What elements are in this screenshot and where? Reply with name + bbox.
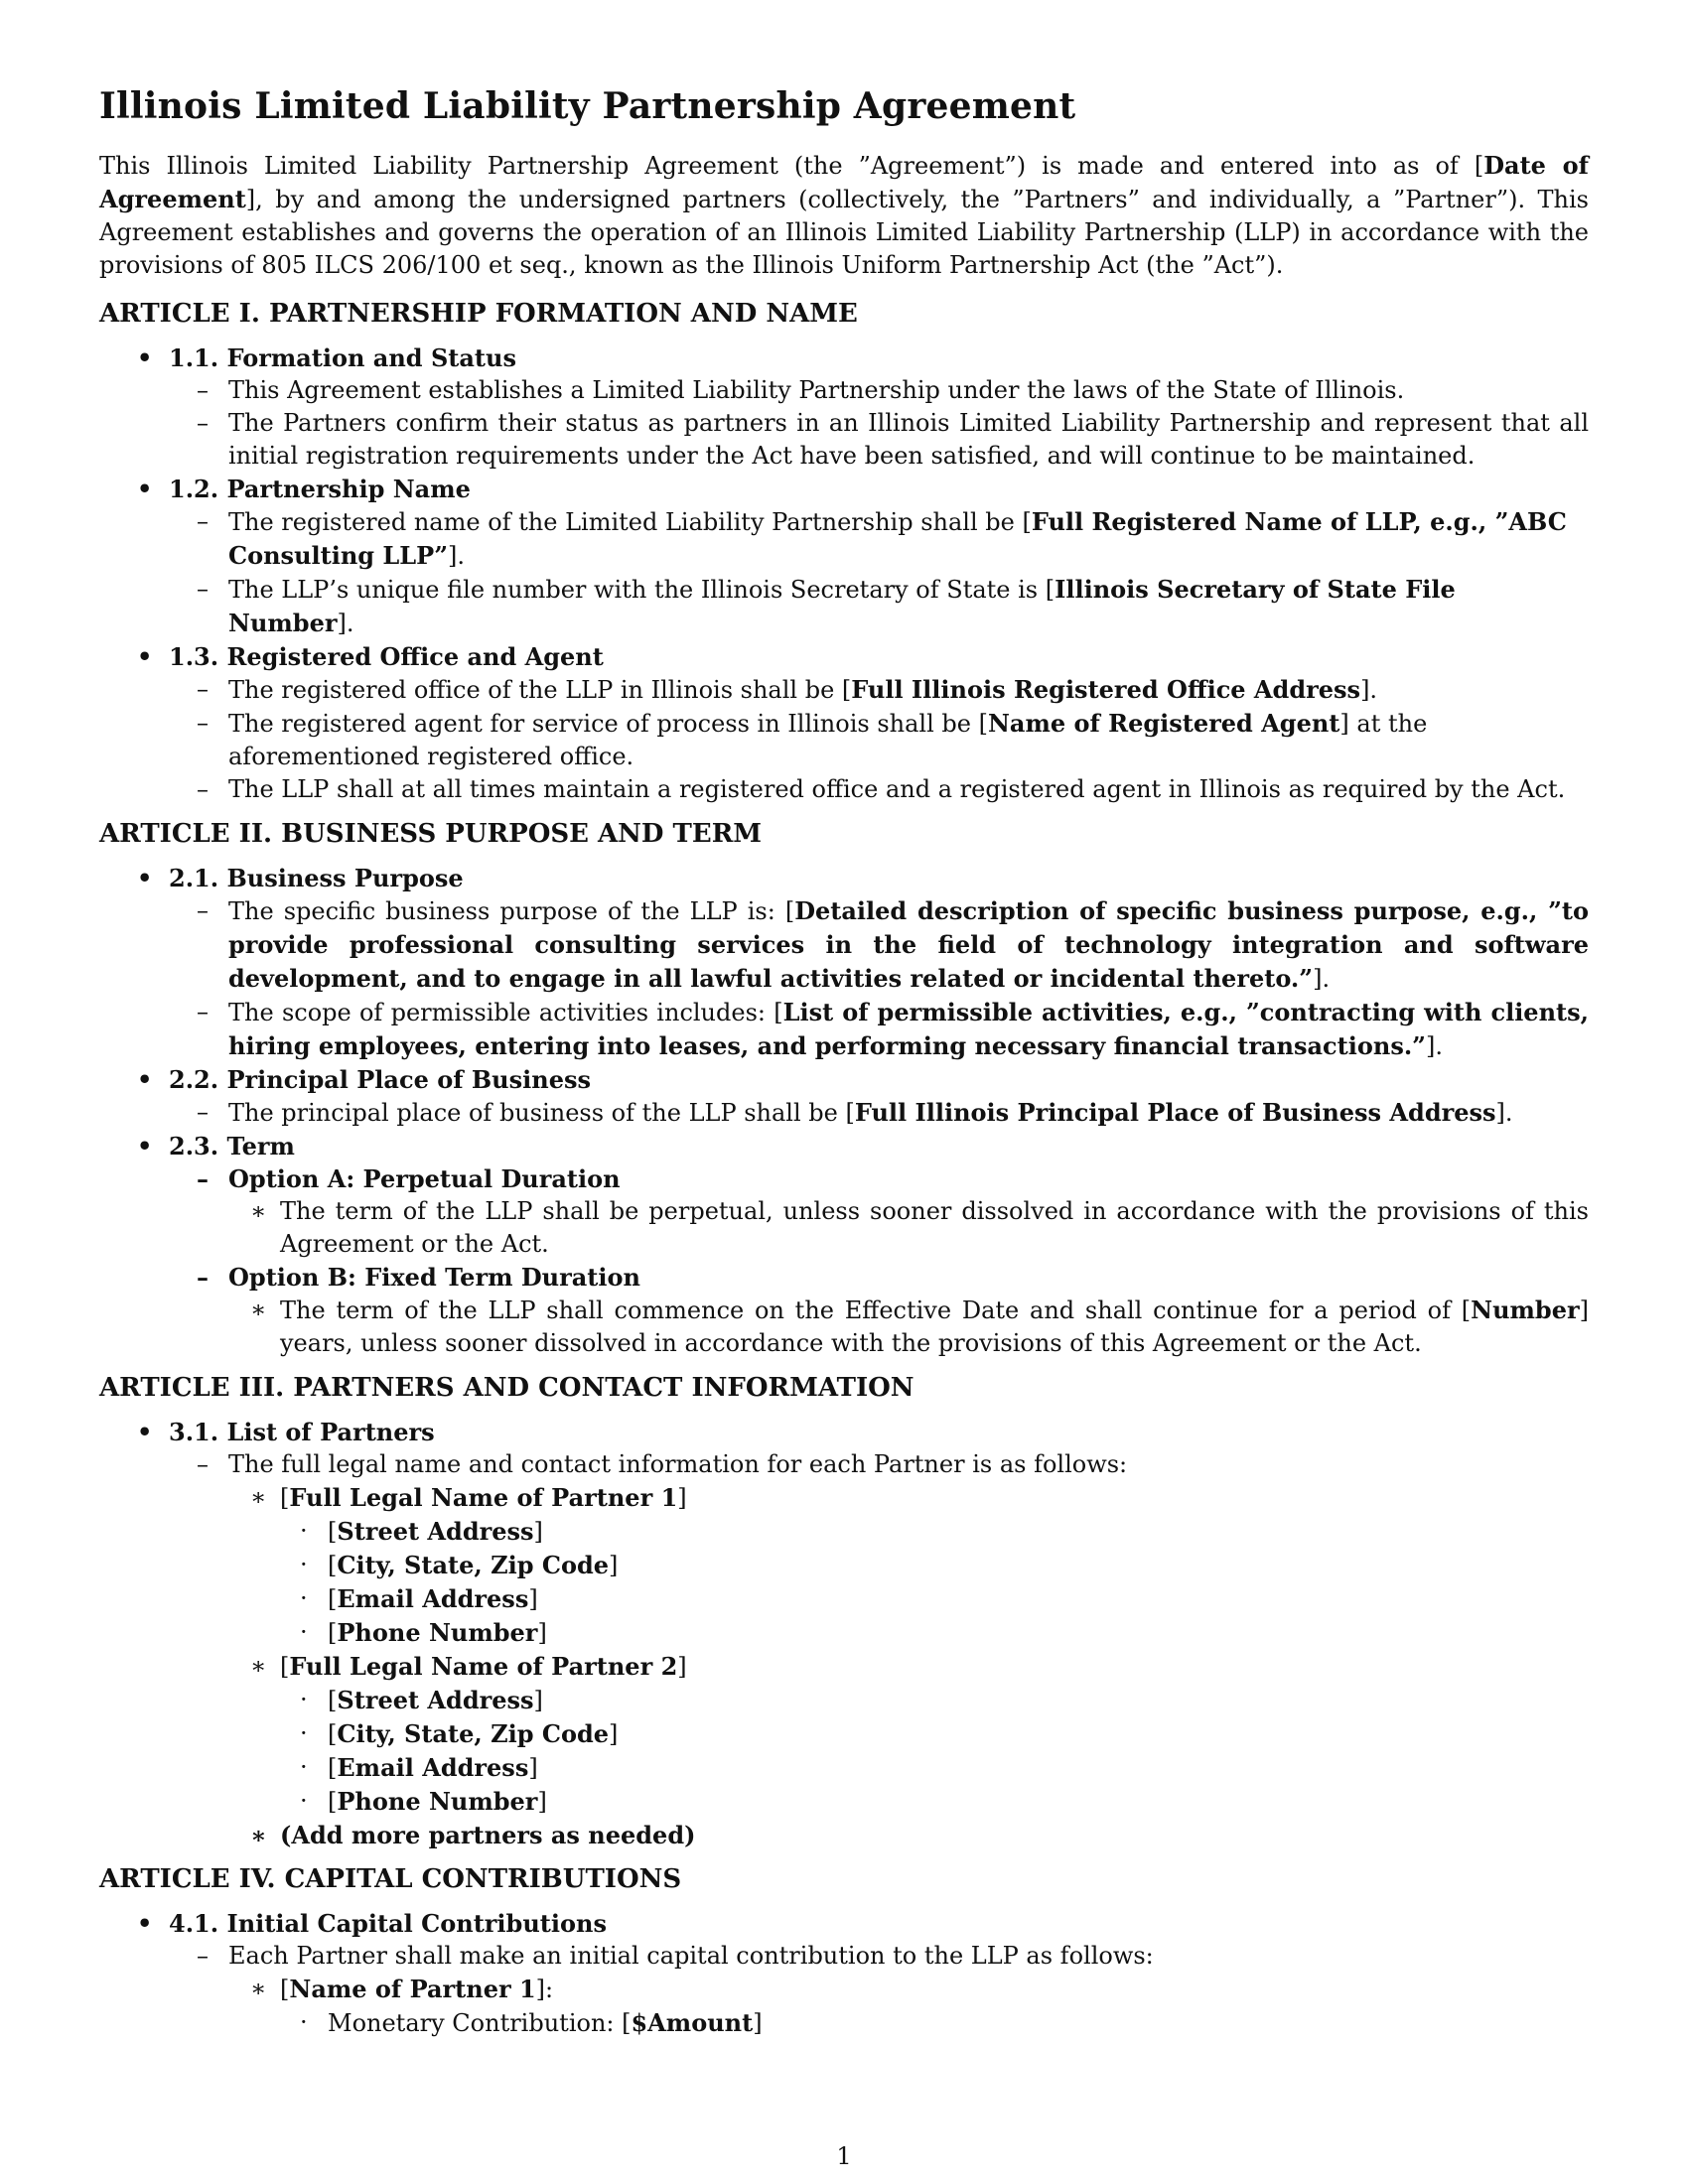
list-item [99,1195,1589,1261]
article-3-list [99,1416,1589,1851]
item-text: ]. [1313,965,1331,993]
dot-marker: · [300,1618,308,1646]
section-1-1-title [99,341,1589,374]
office-address-placeholder: Full Illinois Registered Office Address [851,675,1361,704]
partner-1-name: ∗ [Full Legal Name of Partner 1] [250,1483,687,1512]
item-text: ]. [448,542,466,570]
partner-1-contribution: ∗ [Name of Partner 1]: [250,1975,554,2003]
list-item [99,505,1589,573]
star-marker: ∗ [250,1197,267,1225]
section-1-2-title [99,473,1589,505]
dot-marker: · [300,1753,308,1781]
dot-marker: · [300,1584,308,1612]
star-marker: ∗ [250,1652,267,1680]
date-placeholder: Date of Agreement [99,151,1590,213]
dot-marker: · [300,1551,308,1578]
article-2-heading: ARTICLE II. BUSINESS PURPOSE AND TERM [99,819,763,849]
item-text: (Add more partners as needed) [280,1821,696,1849]
section-1-3-title [99,640,1589,673]
item-text: The principal place of business of the LLP shall be [ [228,1099,855,1127]
star-marker: ∗ [250,1296,267,1323]
list-item: · [City, State, Zip Code] [300,1551,619,1579]
list-item [99,773,1589,806]
item-text: The registered name of the Limited Liability Partnership shall be [ [228,508,1032,536]
dash-marker: – [197,409,209,437]
bullet-marker: • [137,343,153,372]
section-2-3-title [99,1130,1589,1162]
item-text: ]. [1495,1099,1513,1127]
item-text: ] [753,2009,763,2037]
option-title-text: Option B: Fixed Term Duration [228,1263,640,1292]
intro-paragraph [99,149,1589,282]
dash-marker: – [197,1098,209,1126]
email-placeholder: Email Address [337,1584,529,1613]
item-text: The registered office of the LLP in Illinois shall be [ [228,676,852,704]
dash-marker: – [197,1263,209,1292]
principal-address-placeholder: Full Illinois Principal Place of Business Address [854,1098,1496,1127]
page-number: 1 [836,2142,852,2170]
dash-marker: – [197,1450,209,1478]
document-title: Illinois Limited Liability Partnership Agreement [99,85,1076,127]
section-2-1-title [99,862,1589,894]
bullet-marker: • [137,1132,153,1160]
article-1-heading: ARTICLE I. PARTNERSHIP FORMATION AND NAME [99,299,858,329]
dot-marker: · [300,1719,308,1747]
section-title-text: 3.1. List of Partners [169,1418,435,1446]
dash-marker: – [197,675,209,703]
item-text: ]. [1360,676,1378,704]
phone-placeholder: Phone Number [337,1787,538,1816]
street-placeholder: Street Address [337,1517,534,1546]
item-text: ] at the aforementioned registered office. [228,710,1428,770]
bullet-marker: • [137,1065,153,1094]
item-text: The LLP’s unique file number with the Illinois Secretary of State is [ [228,576,1055,604]
dash-marker: – [197,998,209,1025]
item-text: The registered agent for service of process in Illinois shall be [ [228,710,988,738]
list-item: · [Email Address] [300,1753,538,1782]
section-title-text: 4.1. Initial Capital Contributions [169,1909,607,1938]
section-title-text: 1.3. Registered Office and Agent [169,642,604,671]
list-item [99,573,1589,640]
section-title-text: 1.1. Formation and Status [169,343,516,372]
dot-marker: · [300,1686,308,1713]
section-title-text: 1.2. Partnership Name [169,475,471,503]
item-text: The full legal name and contact information for each Partner is as follows: [228,1450,1128,1478]
star-marker: ∗ [250,1483,267,1511]
partner-name-placeholder: Full Legal Name of Partner 2 [289,1652,678,1681]
list-item: · [Phone Number] [300,1618,547,1647]
dash-marker: – [197,1164,209,1193]
list-item: · [Street Address] [300,1686,543,1714]
item-text: This Agreement establishes a Limited Liability Partnership under the laws of the State of Illinois. [228,376,1405,404]
option-b-title [99,1261,1589,1294]
list-item [99,1448,1589,1481]
street-placeholder: Street Address [337,1686,534,1714]
star-marker: ∗ [250,1821,267,1849]
section-title-text: 2.3. Term [169,1132,295,1160]
dash-marker: – [197,376,209,404]
list-item: · [Phone Number] [300,1787,547,1816]
file-number-placeholder: Illinois Secretary of State File Number [228,575,1456,637]
item-text: Each Partner shall make an initial capital contribution to the LLP as follows: [228,1942,1154,1970]
item-text: The specific business purpose of the LLP is: [ [228,897,795,925]
agent-name-placeholder: Name of Registered Agent [987,709,1340,738]
city-placeholder: City, State, Zip Code [337,1719,610,1748]
intro-text: This Illinois Limited Liability Partnership Agreement (the ”Agreement”) is made and entered into as of [ [99,152,1484,180]
section-title-text: 2.2. Principal Place of Business [169,1065,592,1094]
item-text: ]. [337,610,354,637]
dot-marker: · [300,2008,308,2036]
bullet-marker: • [137,1909,153,1938]
list-item: · [Email Address] [300,1584,538,1613]
dot-marker: · [300,1517,308,1545]
item-text: The LLP shall at all times maintain a registered office and a registered agent in Illinois as required by the Act. [228,775,1566,803]
list-item [99,407,1589,473]
dash-marker: – [197,896,209,924]
dot-marker: · [300,1787,308,1815]
bullet-marker: • [137,475,153,503]
business-purpose-placeholder: Detailed description of specific business purpose, e.g., ”to provide professional consulting services in the field of technology integration and software development, and to engage in all lawful activities related or incidental thereto.” [228,896,1589,993]
star-marker: ∗ [250,1975,267,2002]
partner-2-name: ∗ [Full Legal Name of Partner 2] [250,1652,687,1681]
intro-text-cont: ], by and among the undersigned partners (collectively, the ”Partners” and individually, a ”Partner”). This Agreement establishes and governs the operation of an Illinois Limited Liability Partnership (LLP) in accordance with the provisions of 805 ILCS 206/100 et seq., known as the Illinois Uniform Partnership Act (the ”Act”). [99,186,1589,279]
article-2-list [99,862,1589,1360]
list-item [99,894,1589,996]
section-title-text: 2.1. Business Purpose [169,864,464,892]
item-text: The term of the LLP shall commence on the Effective Date and shall continue for a period of [ [280,1297,1472,1324]
phone-placeholder: Phone Number [337,1618,538,1647]
list-item [99,1294,1589,1360]
option-a-title [99,1162,1589,1195]
item-text: Monetary Contribution: [ [328,2009,632,2037]
document-body [99,85,1589,2040]
item-text: ] years, unless sooner dissolved in accordance with the provisions of this Agreement or the Act. [280,1297,1589,1357]
item-text: The Partners confirm their status as partners in an Illinois Limited Liability Partnership and represent that all initial registration requirements under the Act have been satisfied, and will continue to be maintained. [228,409,1589,470]
dash-marker: – [197,575,209,603]
list-item [99,707,1589,773]
city-placeholder: City, State, Zip Code [337,1551,610,1579]
add-more-partners-note [99,1819,1589,1851]
number-placeholder: Number [1471,1296,1580,1324]
item-text: The scope of permissible activities includes: [ [228,999,783,1026]
list-item [99,2006,1589,2040]
item-text: ]. [1426,1032,1443,1060]
list-item: · [Street Address] [300,1517,543,1546]
article-4-list [99,1907,1589,2040]
article-4-heading: ARTICLE IV. CAPITAL CONTRIBUTIONS [99,1864,682,1894]
bullet-marker: • [137,1418,153,1446]
bullet-marker: • [137,642,153,671]
partner-name-placeholder: Name of Partner 1 [289,1975,536,2003]
dash-marker: – [197,709,209,737]
section-4-1-title [99,1907,1589,1940]
email-placeholder: Email Address [337,1753,529,1782]
dash-marker: – [197,775,209,803]
bullet-marker: • [137,864,153,892]
activities-placeholder: List of permissible activities, e.g., ”contracting with clients, hiring employees, entering into leases, and performing necessary financial transactions.” [228,998,1589,1060]
list-item: · [City, State, Zip Code] [300,1719,619,1748]
option-title-text: Option A: Perpetual Duration [228,1164,621,1193]
llp-name-placeholder: Full Registered Name of LLP, e.g., ”ABC Consulting LLP” [228,507,1567,570]
dash-marker: – [197,1942,209,1970]
article-3-heading: ARTICLE III. PARTNERS AND CONTACT INFORMATION [99,1373,914,1403]
partner-name-placeholder: Full Legal Name of Partner 1 [289,1483,678,1512]
item-text: The term of the LLP shall be perpetual, unless sooner dissolved in accordance with the provisions of this Agreement or the Act. [280,1197,1589,1258]
list-item [99,1096,1589,1130]
amount-placeholder: $Amount [631,2008,754,2037]
list-item [99,1940,1589,1973]
list-item [99,996,1589,1063]
list-item [99,673,1589,707]
list-item [99,374,1589,407]
section-3-1-title [99,1416,1589,1448]
dash-marker: – [197,507,209,535]
article-1-list [99,341,1589,806]
section-2-2-title [99,1063,1589,1096]
